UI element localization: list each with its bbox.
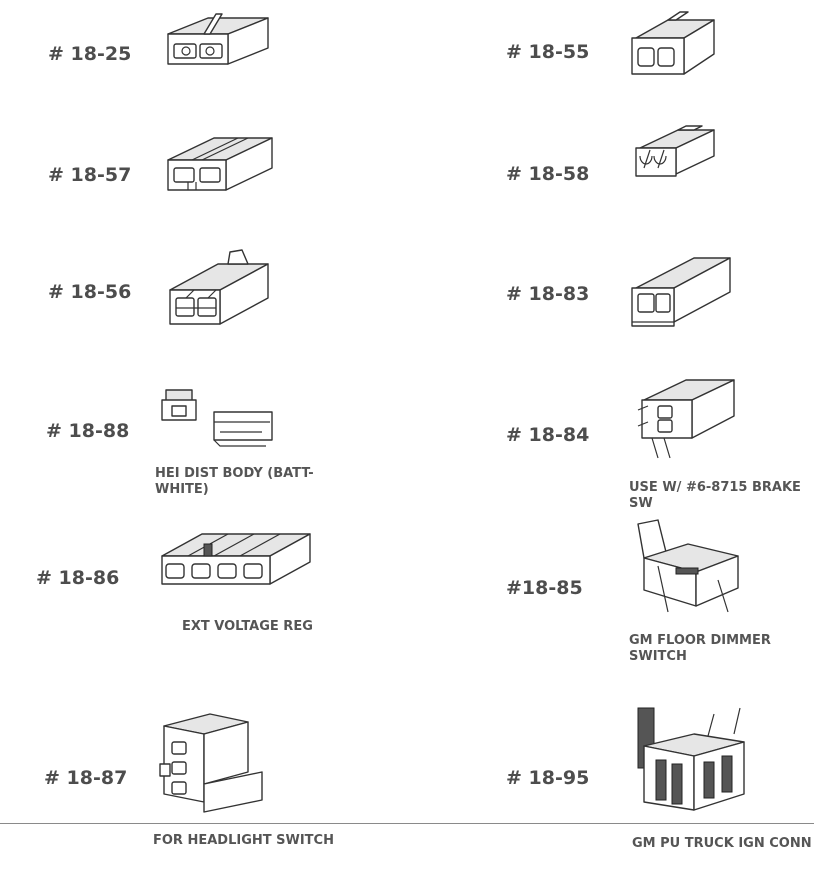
connector-18-87-image bbox=[158, 712, 268, 816]
part-number-18-58: # 18-58 bbox=[506, 163, 590, 185]
part-number-18-85: #18-85 bbox=[506, 577, 583, 599]
connector-18-84-image bbox=[634, 376, 739, 462]
part-number-18-55: # 18-55 bbox=[506, 41, 590, 63]
caption-18-85: GM FLOOR DIMMER SWITCH bbox=[629, 633, 771, 664]
connector-18-56-image bbox=[164, 250, 274, 328]
connector-18-55-image bbox=[628, 10, 723, 80]
connector-18-85-image bbox=[634, 518, 744, 616]
caption-18-84: USE W/ #6-8715 BRAKE SW bbox=[629, 480, 801, 511]
caption-18-86: EXT VOLTAGE REG bbox=[182, 619, 313, 634]
part-number-18-86: # 18-86 bbox=[36, 567, 120, 589]
connector-18-86-image bbox=[158, 530, 318, 598]
part-number-18-83: # 18-83 bbox=[506, 283, 590, 305]
part-number-18-56: # 18-56 bbox=[48, 281, 132, 303]
connector-18-95-image bbox=[634, 706, 749, 816]
caption-18-87: FOR HEADLIGHT SWITCH bbox=[153, 833, 334, 848]
connector-18-83-image bbox=[630, 252, 735, 330]
part-number-18-95: # 18-95 bbox=[506, 767, 590, 789]
connector-18-58-image bbox=[630, 126, 720, 190]
caption-18-88: HEI DIST BODY (BATT-WHITE) bbox=[155, 466, 314, 497]
caption-18-95: GM PU TRUCK IGN CONN bbox=[632, 836, 812, 851]
horizontal-rule bbox=[0, 823, 814, 824]
connector-18-88-image bbox=[158, 384, 278, 450]
part-number-18-88: # 18-88 bbox=[46, 420, 130, 442]
connector-18-25-image bbox=[160, 12, 275, 74]
part-number-18-25: # 18-25 bbox=[48, 43, 132, 65]
part-number-18-87: # 18-87 bbox=[44, 767, 128, 789]
part-number-18-57: # 18-57 bbox=[48, 164, 132, 186]
connector-18-57-image bbox=[162, 134, 277, 196]
part-number-18-84: # 18-84 bbox=[506, 424, 590, 446]
